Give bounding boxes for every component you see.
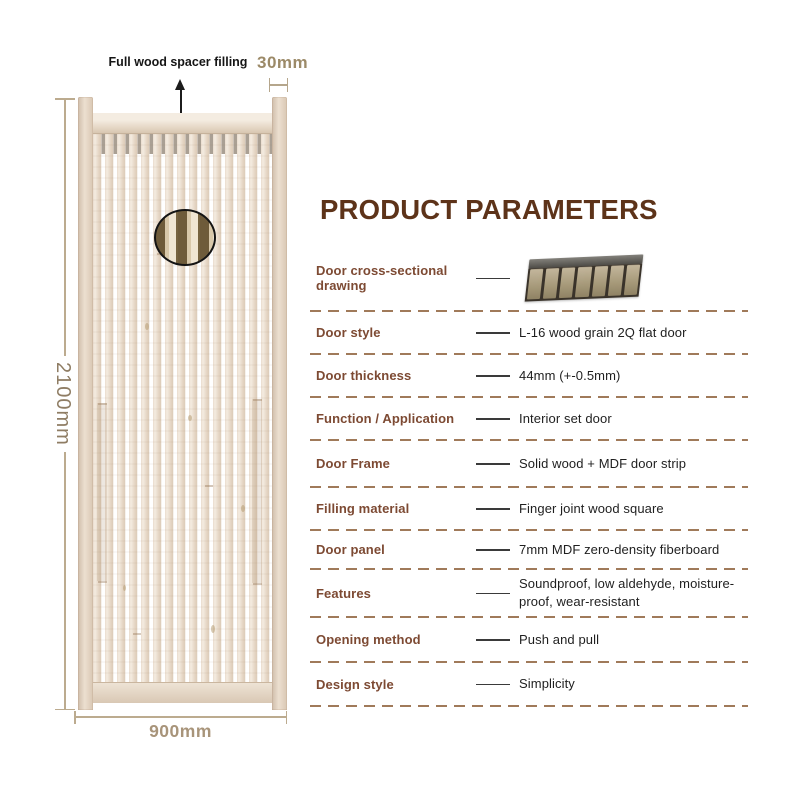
leader-line bbox=[476, 549, 510, 551]
param-label: Door style bbox=[316, 325, 381, 340]
param-label: Design style bbox=[316, 676, 394, 692]
door-bottom-rail bbox=[92, 682, 273, 703]
param-row-cross-section bbox=[310, 246, 748, 310]
param-row-door-panel bbox=[310, 531, 748, 568]
leader-line bbox=[476, 508, 510, 510]
param-label: Opening method bbox=[316, 632, 421, 647]
leader-line bbox=[476, 639, 510, 641]
door-top-rail bbox=[92, 113, 273, 134]
slatted-wood-door-drawing bbox=[78, 97, 287, 710]
door-left-stile bbox=[78, 97, 93, 710]
leader-line bbox=[476, 332, 510, 334]
leader-line bbox=[476, 418, 510, 420]
param-value bbox=[519, 255, 748, 301]
top-width-dimension-label: 30mm bbox=[257, 53, 309, 72]
param-row-opening-method bbox=[310, 618, 748, 661]
spacer-filling-annotation: Full wood spacer filling bbox=[108, 55, 248, 69]
param-label: Door cross-sectional drawing bbox=[316, 263, 448, 293]
param-value: Push and pull bbox=[519, 631, 600, 647]
param-row-filling-material bbox=[310, 488, 748, 529]
param-row-function bbox=[310, 398, 748, 439]
magnifier-detail-circle bbox=[154, 209, 216, 266]
param-row-door-style bbox=[310, 312, 748, 353]
param-value: L-16 wood grain 2Q flat door bbox=[519, 324, 687, 340]
width-dimension-label: 900mm bbox=[149, 721, 212, 741]
param-value: Soundproof, low aldehyde, moisture-proof, wear-resistant bbox=[519, 576, 735, 609]
width-dimension-line bbox=[74, 716, 287, 718]
top-width-dimension-bracket bbox=[269, 78, 288, 92]
panel-title: PRODUCT PARAMETERS bbox=[320, 194, 658, 225]
height-dimension-label: 2100mm bbox=[51, 356, 74, 452]
param-row-design-style bbox=[310, 663, 748, 705]
param-row-door-thickness bbox=[310, 355, 748, 396]
param-label: Door thickness bbox=[316, 368, 412, 383]
leader-line bbox=[476, 463, 510, 465]
leader-line bbox=[476, 375, 510, 377]
param-value: Solid wood + MDF door strip bbox=[519, 455, 687, 471]
product-parameters-panel bbox=[310, 194, 748, 707]
param-value: Finger joint wood square bbox=[519, 500, 664, 516]
param-row-door-frame bbox=[310, 441, 748, 486]
row-separator bbox=[310, 705, 748, 707]
cross-section-wood-blocks bbox=[525, 263, 643, 301]
param-value: Simplicity bbox=[519, 676, 575, 692]
param-label: Filling material bbox=[316, 501, 410, 516]
param-value: Interior set door bbox=[519, 410, 612, 426]
param-row-features bbox=[310, 570, 748, 616]
param-label: Door panel bbox=[316, 542, 385, 557]
door-right-stile bbox=[272, 97, 287, 710]
param-label: Door Frame bbox=[316, 456, 390, 471]
param-value: 44mm (+-0.5mm) bbox=[519, 367, 621, 383]
door-cross-section-photo bbox=[525, 254, 644, 301]
param-value: 7mm MDF zero-density fiberboard bbox=[519, 541, 720, 557]
leader-line bbox=[476, 278, 510, 280]
leader-line bbox=[476, 684, 510, 686]
leader-line bbox=[476, 593, 510, 595]
param-label: Function / Application bbox=[316, 411, 455, 426]
param-label: Features bbox=[316, 585, 371, 601]
